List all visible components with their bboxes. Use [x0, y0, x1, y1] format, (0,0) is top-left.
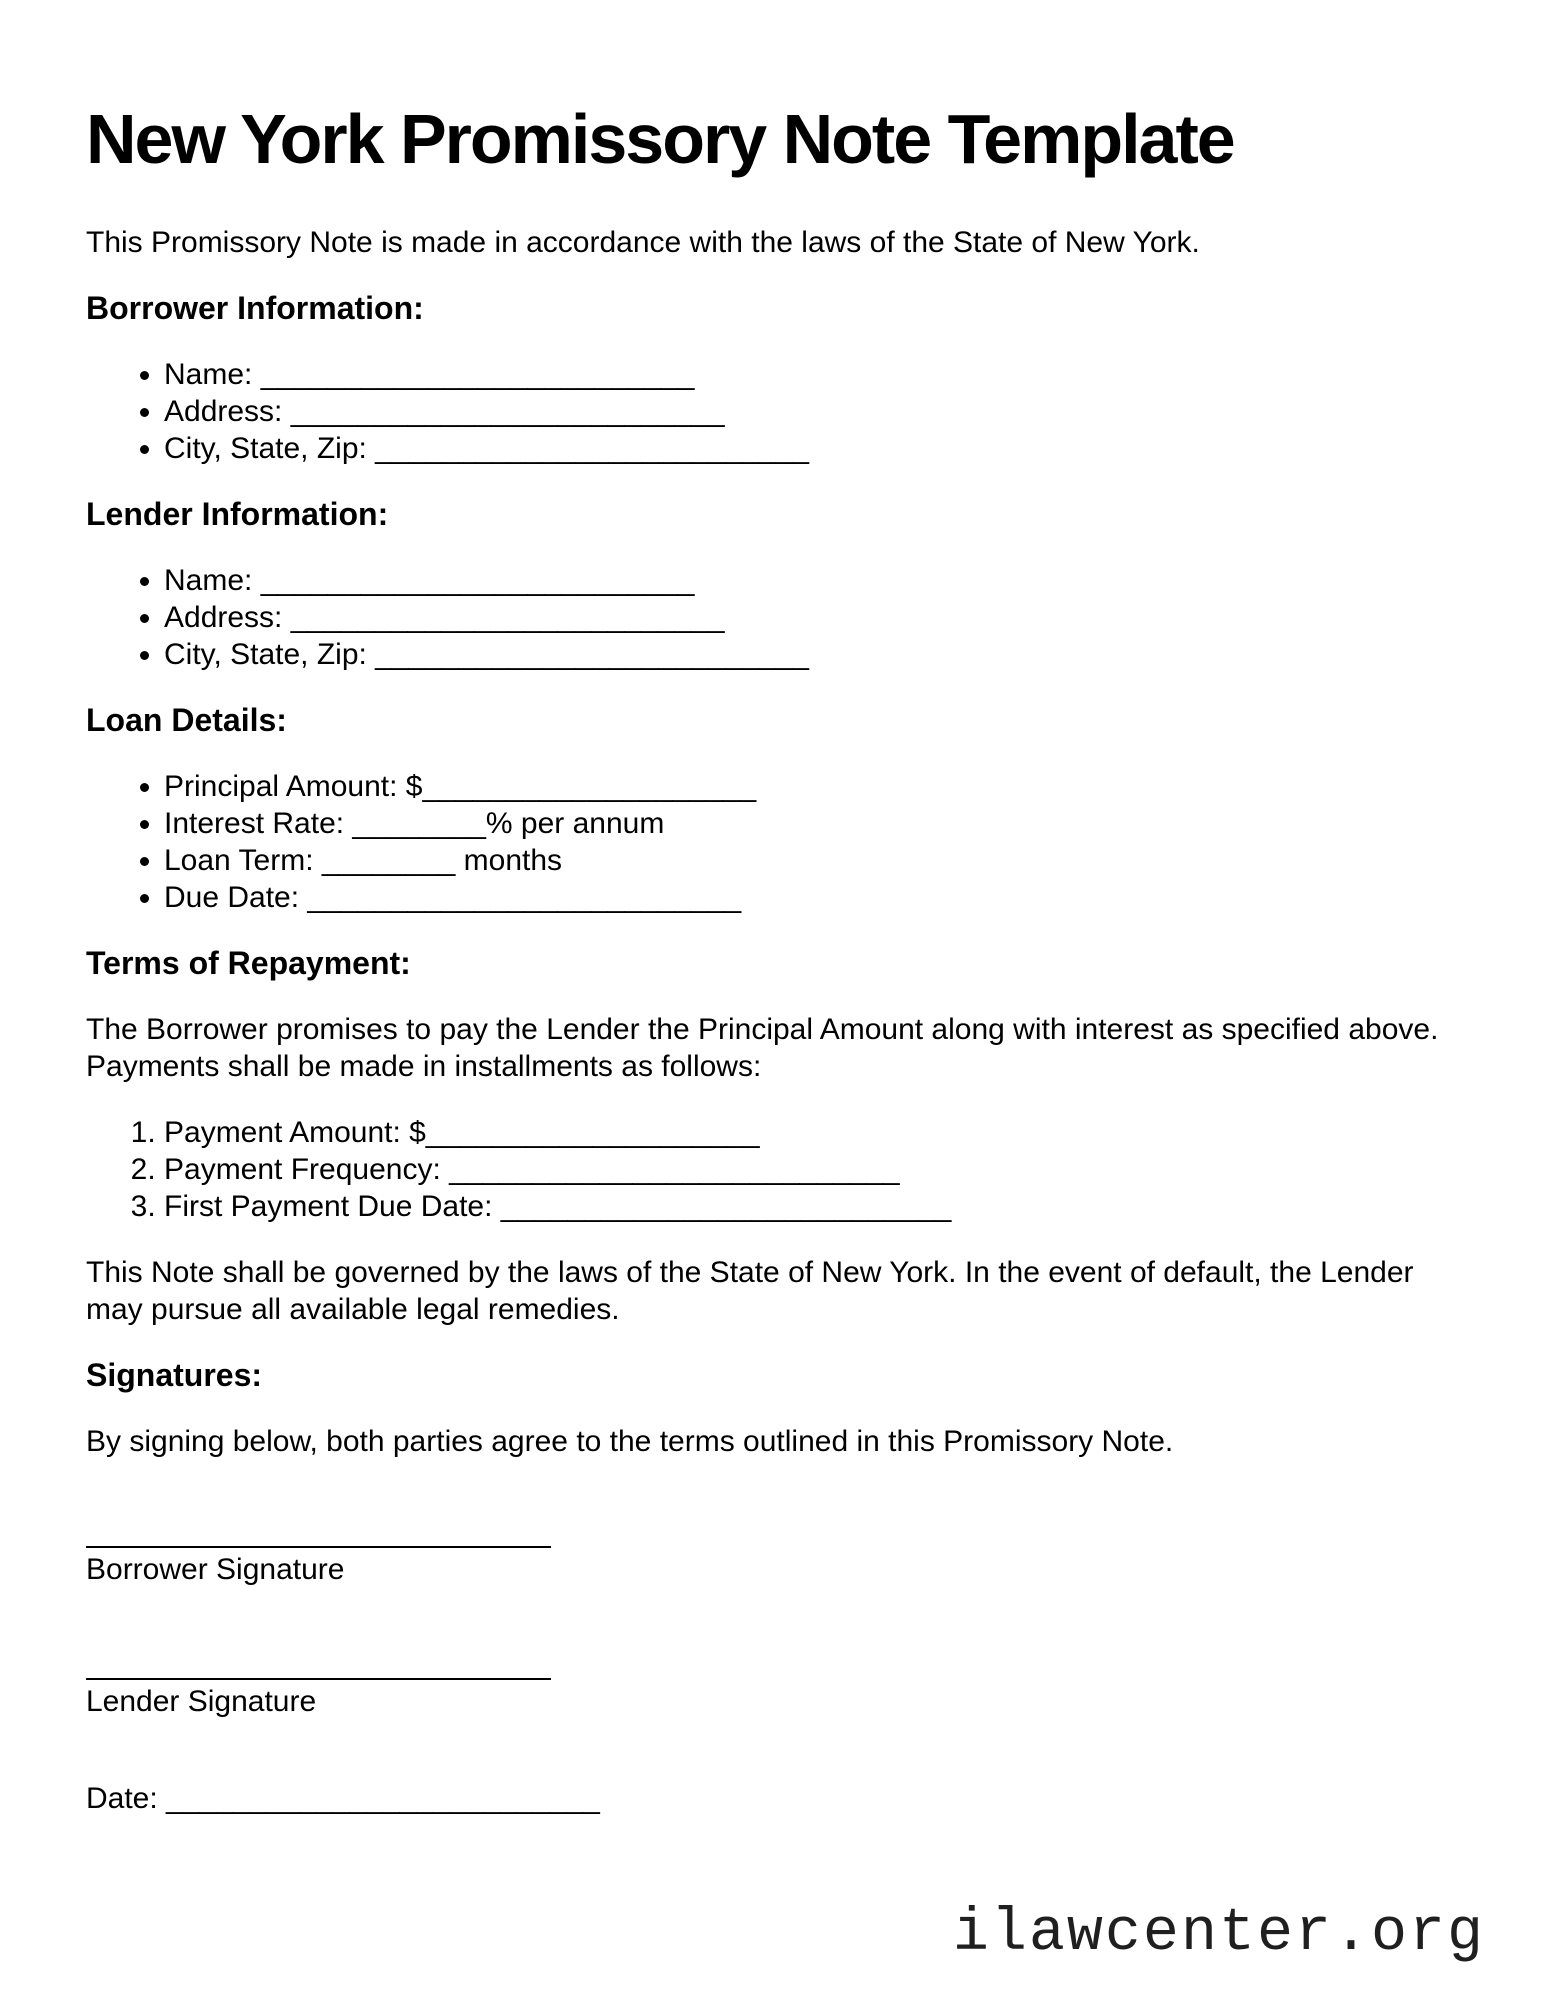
lender-address-line: • Address: __________________________ [164, 599, 1468, 636]
payment-amount-line: 1. Payment Amount: $____________________ [164, 1114, 1468, 1151]
lender-city-state-zip-line: • City, State, Zip: __________________________ [164, 636, 1468, 673]
borrower-name-line: • Name: __________________________ [164, 356, 1468, 393]
terms-of-repayment-heading: Terms of Repayment: [86, 945, 411, 981]
intro-paragraph: This Promissory Note is made in accordance with the laws of the State of New York. [86, 226, 1200, 259]
date-line: Date: __________________________ [86, 1782, 600, 1815]
signatures-paragraph: By signing below, both parties agree to the terms outlined in this Promissory Note. [86, 1425, 1174, 1458]
loan-details-list [86, 768, 1468, 916]
lender-information-list [86, 562, 1468, 673]
lender-name-line: • Name: __________________________ [164, 562, 1468, 599]
borrower-information-list [86, 356, 1468, 467]
signatures-heading: Signatures: [86, 1357, 263, 1393]
borrower-city-state-zip-line: • City, State, Zip: __________________________ [164, 430, 1468, 467]
governing-law-paragraph: This Note shall be governed by the laws of the State of New York. In the event of default, the Lender may pursue all available legal remedies. [86, 1256, 1414, 1326]
lender-signature-line [86, 1678, 551, 1680]
borrower-signature-label: Borrower Signature [86, 1553, 345, 1586]
loan-term-line: • Loan Term: ________ months [164, 842, 1468, 879]
interest-rate-line: • Interest Rate: ________% per annum [164, 805, 1468, 842]
first-payment-due-date-line: 3. First Payment Due Date: ___________________________ [164, 1188, 1468, 1225]
footer-brand-wordmark: ilawcenter.org [952, 1900, 1485, 1968]
due-date-line: • Due Date: __________________________ [164, 879, 1468, 916]
lender-signature-block [86, 1678, 1468, 1720]
payment-frequency-line: 2. Payment Frequency: ___________________________ [164, 1151, 1468, 1188]
borrower-address-line: • Address: __________________________ [164, 393, 1468, 430]
page-title: New York Promissory Note Template [86, 100, 1234, 178]
lender-signature-label: Lender Signature [86, 1685, 317, 1718]
principal-amount-line: • Principal Amount: $____________________ [164, 768, 1468, 805]
borrower-signature-block [86, 1546, 1468, 1588]
repayment-schedule-list [86, 1114, 1468, 1225]
loan-details-heading: Loan Details: [86, 702, 287, 738]
borrower-signature-line [86, 1546, 551, 1548]
borrower-information-heading: Borrower Information: [86, 290, 424, 326]
repayment-paragraph: The Borrower promises to pay the Lender the Principal Amount along with interest as specified above. Payments shall be made in installments as follows: [86, 1013, 1439, 1083]
lender-information-heading: Lender Information: [86, 496, 389, 532]
